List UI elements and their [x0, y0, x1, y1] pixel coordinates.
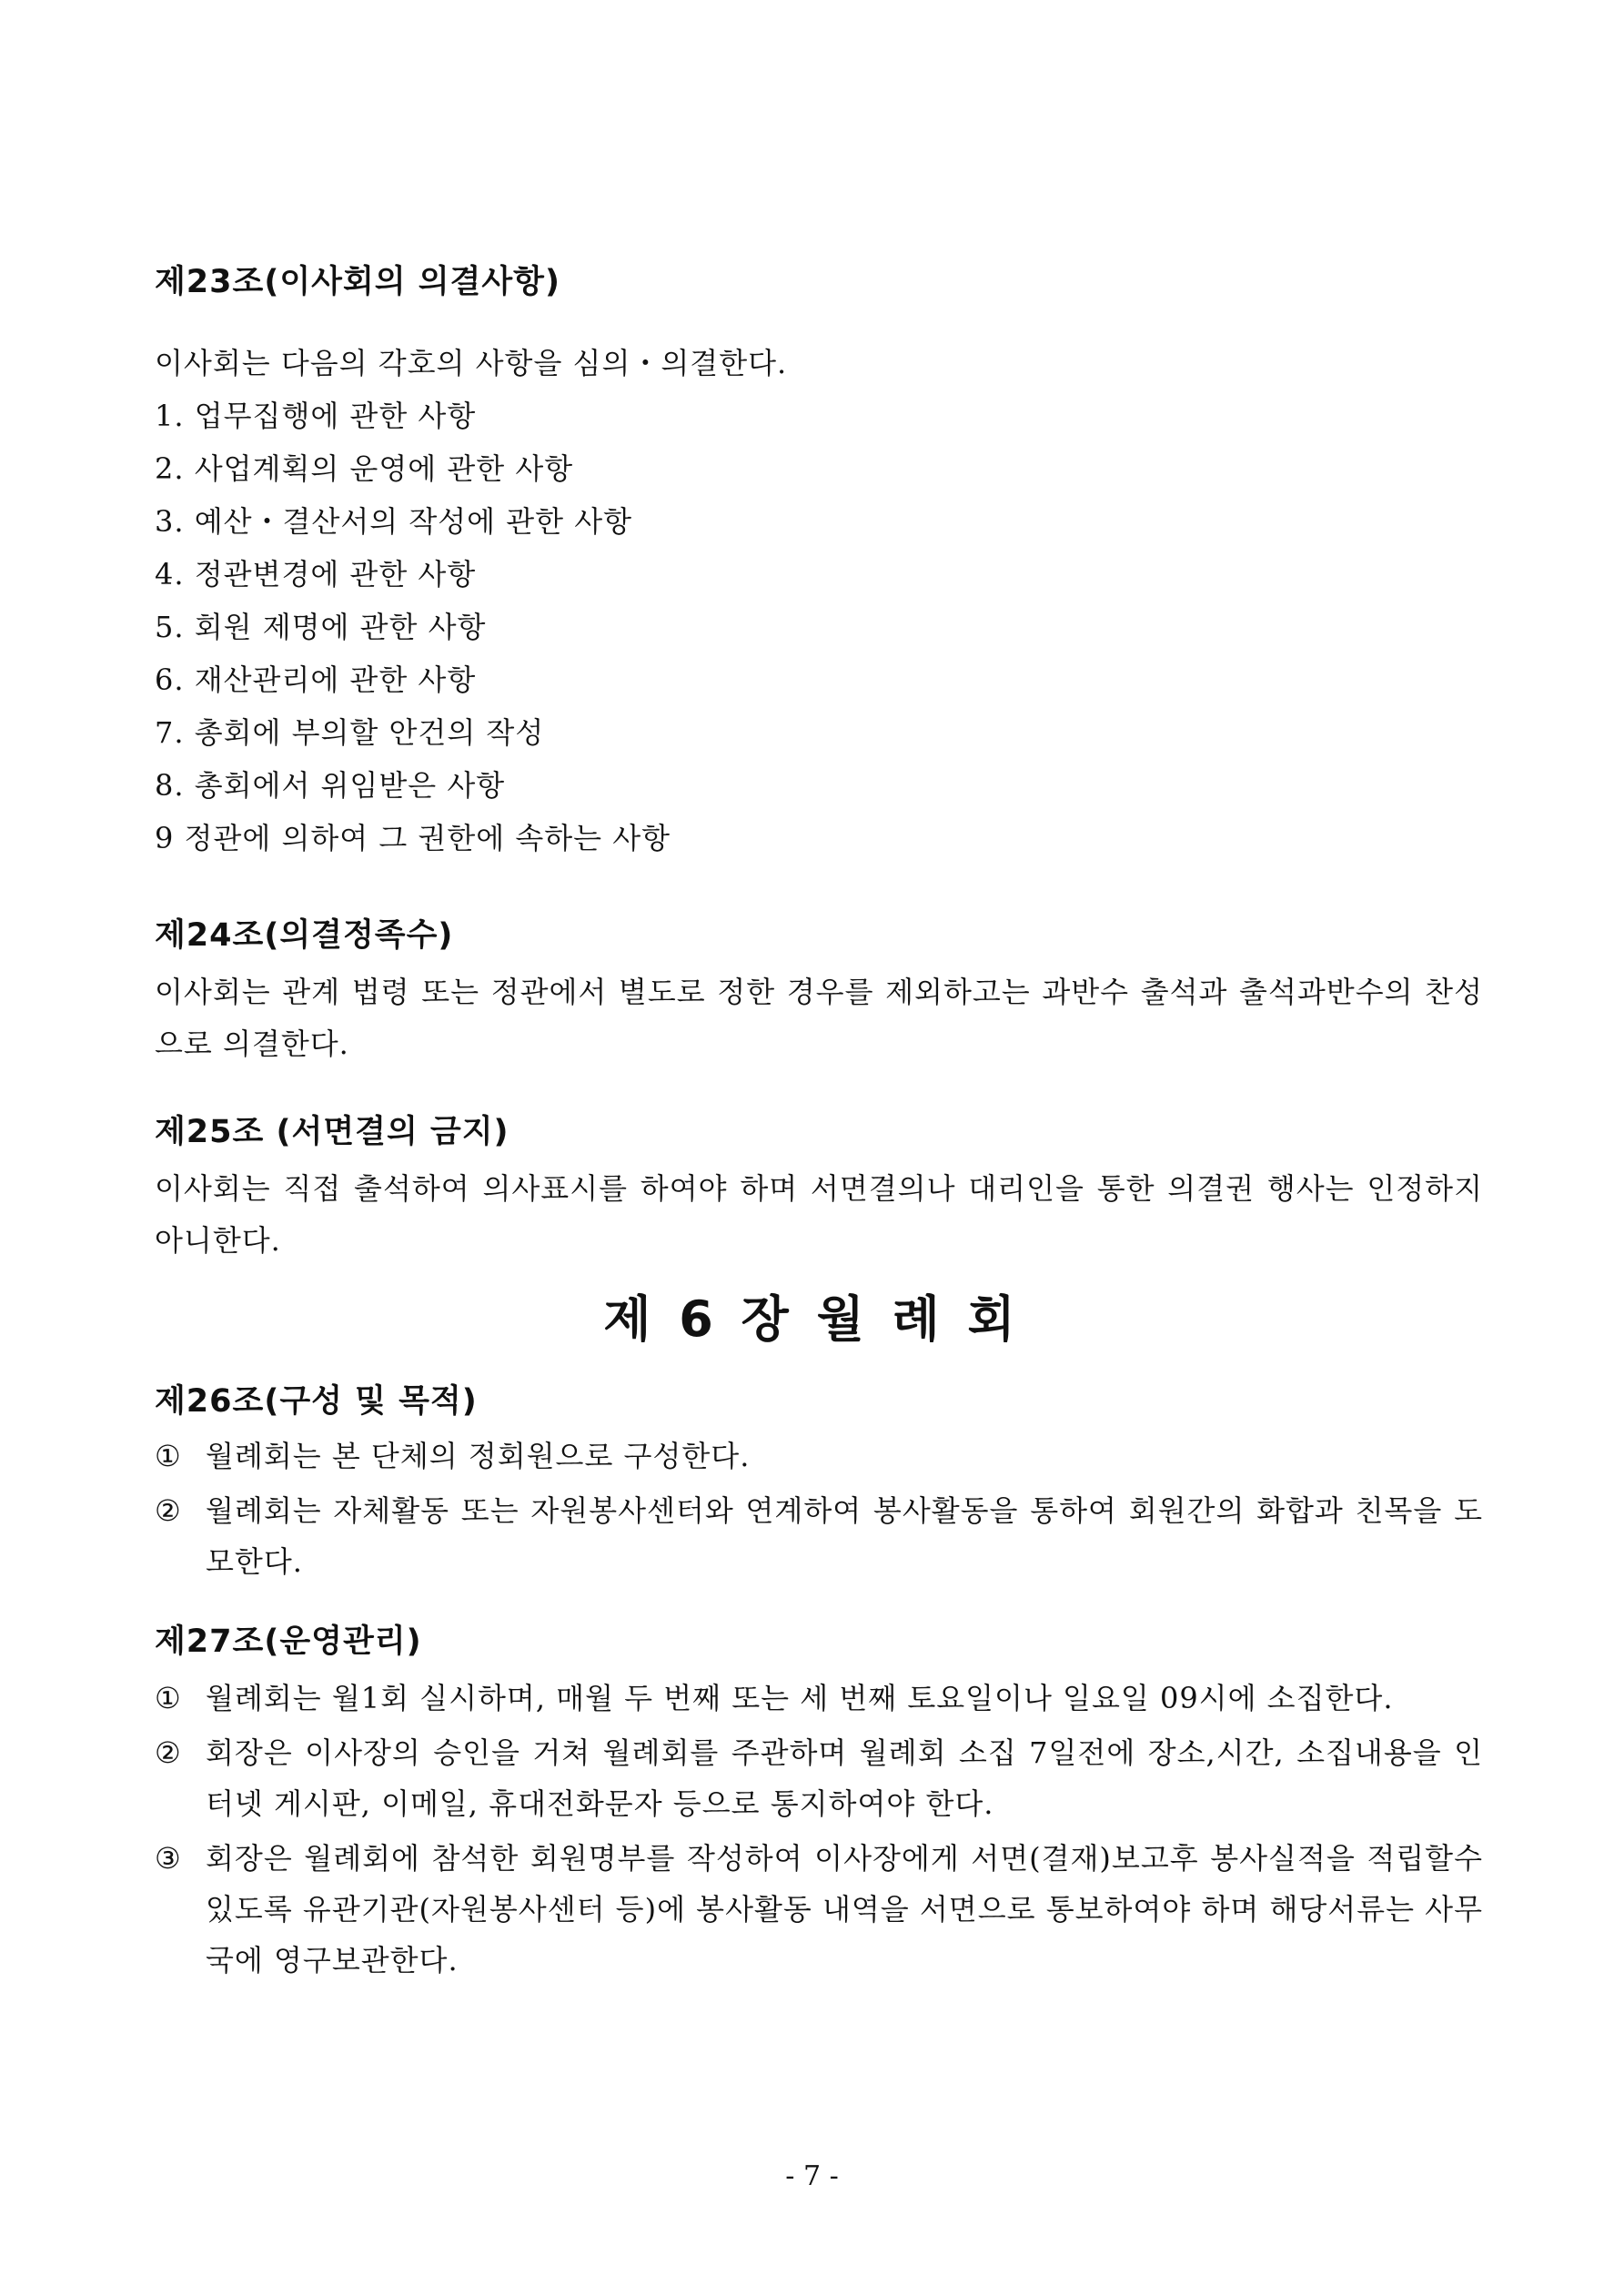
circled-number: ① — [155, 1681, 182, 1715]
list-item: 5. 회원 제명에 관한 사항 — [155, 610, 487, 644]
chapter-heading: 제 6 장 월 례 회 — [603, 1290, 1021, 1348]
article-23 — [155, 262, 1483, 302]
article-23-title: 제23조(이사회의 의결사항) — [155, 264, 560, 300]
article-27 — [155, 1622, 1483, 1989]
article-26-title: 제26조(구성 및 목적) — [155, 1383, 478, 1420]
article-25 — [155, 1112, 1483, 1267]
list-item-text: 월례회는 자체활동 또는 자원봉사센터와 연계하여 봉사활동을 통하여 회원간의 화합과 친목을 도모한다. — [206, 1493, 1483, 1579]
list-item — [155, 1833, 1483, 1986]
article-26-list — [155, 1431, 1483, 1587]
article-25-body: 이사회는 직접 출석하여 의사표시를 하여야 하며 서면결의나 대리인을 통한 의결권 행사는 인정하지 아니한다. — [155, 1171, 1483, 1258]
circled-number: ③ — [155, 1841, 182, 1876]
list-item: 8. 총회에서 위임받은 사항 — [155, 768, 506, 803]
list-item-text: 월례회는 월1회 실시하며, 매월 두 번째 또는 세 번째 토요일이나 일요일 09시에 소집한다. — [206, 1681, 1394, 1715]
circled-number: ② — [155, 1735, 182, 1770]
list-item: 7. 총회에 부의할 안건의 작성 — [155, 715, 545, 750]
circled-number: ② — [155, 1493, 182, 1528]
page-number: - 7 - — [785, 2160, 839, 2192]
list-item — [155, 1485, 1483, 1587]
circled-number: ① — [155, 1439, 182, 1473]
list-item: 3. 예산・결산서의 작성에 관한 사항 — [155, 504, 633, 539]
list-item — [155, 1727, 1483, 1829]
article-27-list — [155, 1673, 1483, 1986]
article-24-title: 제24조(의결정족수) — [155, 917, 454, 954]
list-item-text: 회장은 이사장의 승인을 거쳐 월례회를 주관하며 월례회 소집 7일전에 장소,시간, 소집내용을 인터넷 게시판, 이메일, 휴대전화문자 등으로 통지하여야 한다. — [206, 1735, 1483, 1821]
article-23-body — [155, 337, 1483, 865]
list-item-text: 회장은 월례회에 참석한 회원명부를 작성하여 이사장에게 서면(결재)보고후 봉사실적을 적립할수 있도록 유관기관(자원봉사센터 등)에 봉사활동 내역을 서면으로 통보하여야 하며 해당서류는 사무국에 영구보관한다. — [206, 1841, 1483, 1977]
list-item: 2. 사업계획의 운영에 관한 사항 — [155, 451, 574, 486]
article-27-title: 제27조(운영관리) — [155, 1623, 422, 1660]
article-23-intro: 이사회는 다음의 각호의 사항을 심의・의결한다. — [155, 346, 788, 380]
list-item — [155, 1431, 1483, 1482]
article-26 — [155, 1381, 1483, 1591]
article-24-body: 이사회는 관계 법령 또는 정관에서 별도로 정한 경우를 제외하고는 과반수 출석과 출석과반수의 찬성으로 의결한다. — [155, 975, 1483, 1061]
list-item: 9 정관에 의하여 그 권한에 속하는 사항 — [155, 821, 671, 855]
article-24 — [155, 915, 1483, 1070]
list-item: 1. 업무집행에 관한 사항 — [155, 399, 477, 433]
list-item: 6. 재산관리에 관한 사항 — [155, 663, 477, 697]
article-25-title: 제25조 (서면결의 금지) — [155, 1114, 509, 1150]
list-item — [155, 1673, 1483, 1724]
article-23-list — [155, 389, 1483, 865]
list-item: 4. 정관변경에 관한 사항 — [155, 557, 477, 592]
list-item-text: 월례회는 본 단체의 정회원으로 구성한다. — [206, 1439, 751, 1473]
